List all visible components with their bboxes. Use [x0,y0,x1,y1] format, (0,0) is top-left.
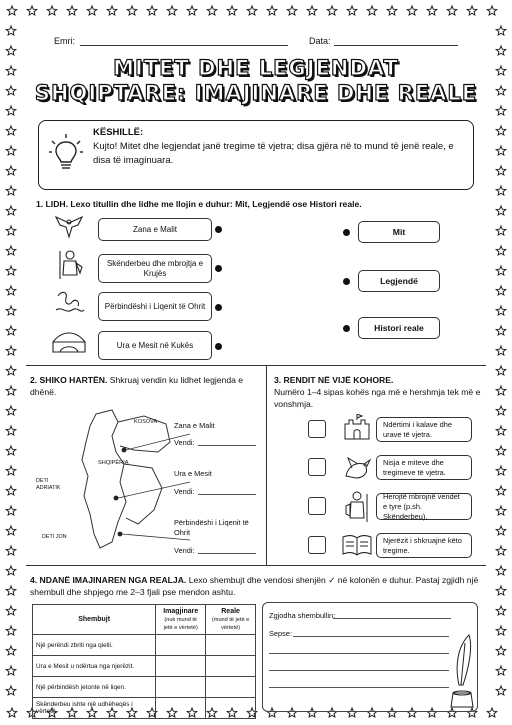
border-star [407,6,417,15]
border-star [6,226,16,235]
border-star [47,6,57,15]
type-legend: Legjendë [358,270,440,292]
border-star [6,146,16,155]
sea-serpent-icon [54,288,86,318]
border-star [496,466,506,475]
name-field[interactable] [80,36,288,46]
map-label-jon: DETI JON [42,534,67,540]
type-myth: Mit [358,221,440,243]
real-cell[interactable] [206,698,256,719]
border-star [496,386,506,395]
border-star [27,6,37,15]
timeline-item-3: Herojtë mbrojnë vendet e tyre (p.sh. Skënderbeu). [376,493,472,520]
border-star [496,106,506,115]
border-star [496,586,506,595]
col-example: Shembujt [33,605,156,635]
border-star [496,266,506,275]
border-star [87,6,97,15]
border-star [427,6,437,15]
border-star [6,486,16,495]
knight-icon [344,490,370,524]
choice-label: Zgjodha shembullin: [269,611,336,620]
border-star [496,146,506,155]
type-real-history: Histori reale [358,317,440,339]
castle-icon [342,414,372,440]
dragon-icon [342,454,372,482]
border-star [496,486,506,495]
border-star [496,606,506,615]
divider-1 [26,365,486,366]
story-dot-1[interactable] [215,226,222,233]
worksheet [26,24,486,715]
border-star [496,246,506,255]
border-star [307,6,317,15]
border-star [6,306,16,315]
col-real: Reale (mund të jetë e vërtetë) [206,605,256,635]
border-star [6,126,16,135]
timeline-item-2: Nisja e miteve dhe tregimeve të vjetra. [376,455,472,480]
bridge-icon [52,332,86,354]
story-dot-4[interactable] [215,343,222,350]
tip-heading: KËSHILLË: [93,127,144,138]
choice-field[interactable] [333,618,451,619]
border-star [496,646,506,655]
border-star [67,6,77,15]
border-star [496,626,506,635]
border-star [6,546,16,555]
map-item-3-place-label: Vendi: [174,546,195,555]
why-label: Sepse: [269,629,293,638]
border-star [187,6,197,15]
order-box-3[interactable] [308,497,326,515]
border-star [6,586,16,595]
border-star [6,426,16,435]
section-2-title: 2. SHIKO HARTËN. Shkruaj vendin ku lidhet legjenda e dhënë. [30,375,244,397]
border-star [6,346,16,355]
border-star [327,6,337,15]
border-star [227,6,237,15]
border-star [6,526,16,535]
border-star [6,326,16,335]
border-star [287,6,297,15]
border-star [7,6,17,15]
border-star [447,6,457,15]
border-star [496,86,506,95]
tip-text: Kujto! Mitet dhe legjendat janë tregime të vjetra; disa gjëra në to mund të jenë reale, e disa të imaginuara. [93,141,454,166]
answer-line-4[interactable] [269,687,449,688]
table-row: Një perëndi zbriti nga qielli. [33,635,256,656]
map-item-2-place-label: Vendi: [174,487,195,496]
border-star [6,446,16,455]
border-star [167,6,177,15]
border-star [6,646,16,655]
border-star [496,346,506,355]
book-icon [342,534,372,556]
lightbulb-icon [49,133,83,175]
story-box-2: Skënderbeu dhe mbrojtja e Krujës [98,254,212,283]
border-star [6,286,16,295]
map-item-1-place-field[interactable] [198,445,256,446]
border-star [496,186,506,195]
answer-line-3[interactable] [269,670,449,671]
border-star [6,26,16,35]
border-star [207,6,217,15]
imaginary-cell[interactable] [156,635,206,656]
tip-box [38,120,474,190]
border-star [496,166,506,175]
section-3-title: 3. RENDIT NË VIJË KOHORE. Numëro 1–4 sipas kohës nga më e hershmja tek më e vonshmja. [274,375,481,409]
order-box-4[interactable] [308,536,326,554]
real-cell[interactable] [206,677,256,698]
border-star [367,6,377,15]
timeline-item-4: Njerëzit i shkruajnë këto tregime. [376,533,472,558]
border-star [496,666,506,675]
story-box-1: Zana e Malit [98,218,212,241]
table-row: Një përbindësh jetonte në liqen. [33,677,256,698]
border-star [496,66,506,75]
date-label: Data: [309,36,331,46]
imaginary-cell[interactable] [156,677,206,698]
map-item-3-place-field[interactable] [198,553,256,554]
map-label-shqiperia: SHQIPËRIA [98,460,129,466]
story-dot-2[interactable] [215,265,222,272]
border-star [487,6,497,15]
name-label: Emri: [54,36,75,46]
border-star [496,406,506,415]
border-star [6,166,16,175]
border-star [6,406,16,415]
answer-line-2[interactable] [269,653,449,654]
border-star [467,6,477,15]
story-box-4: Ura e Mesit në Kukës [98,331,212,360]
story-dot-3[interactable] [215,304,222,311]
border-star [6,86,16,95]
order-box-2[interactable] [308,458,326,476]
border-star [6,246,16,255]
map-label-adriatik: DETI ADRIATIK [36,478,61,491]
border-star [496,526,506,535]
divider-vertical [266,365,267,565]
table-row: Ura e Mesit u ndërtua nga njerëzit. [33,656,256,677]
border-star [107,6,117,15]
border-star [6,606,16,615]
border-star [247,6,257,15]
section-1-title: 1. LIDH. Lexo titullin dhe lidhe me llojin e duhur: Mit, Legjendë ose Histori reale. [36,199,362,209]
border-star [6,686,16,695]
border-star [496,326,506,335]
border-star [6,626,16,635]
map-item-1-label: Zana e Malit [174,421,215,430]
border-star [6,466,16,475]
imaginary-cell[interactable] [156,656,206,677]
border-star [496,286,506,295]
border-star [267,6,277,15]
map-item-3-label: Përbindëshi i Liqenit të Ohrit [174,518,249,537]
border-star [6,506,16,515]
border-star [496,206,506,215]
title-line-2: SHQIPTARE: IMAJINARE DHE REALE [34,81,478,105]
col-imaginary: Imagjinare (nuk mund të jetë e vërtetë) [156,605,206,635]
title-line-1: MITET DHE LEGJENDAT [113,56,399,80]
order-box-1[interactable] [308,420,326,438]
quill-and-inkpot-icon [449,633,477,709]
border-star [6,366,16,375]
border-star [496,426,506,435]
border-star [496,506,506,515]
border-star [496,686,506,695]
border-star [6,266,16,275]
type-dot-1[interactable] [343,229,350,236]
explanation-box [262,602,478,712]
map-item-1-place-label: Vendi: [174,438,195,447]
section-4-title: 4. NDANË IMAJINAREN NGA REALJA. Lexo shembujt dhe vendosi shenjën ✓ në kolonën e duhur. Pastaj zgjidh një shembull dhe shpjego me 2–3 fjali pse mendon ashtu. [30,575,479,597]
divider-2 [26,565,486,566]
border-star [6,666,16,675]
border-star [147,6,157,15]
border-star [7,708,17,717]
classification-table [32,604,256,719]
border-star [496,306,506,315]
border-star [6,46,16,55]
border-star [6,66,16,75]
table-row: Skënderbeu ishte një udhëheqës i vërtetë. [33,698,256,719]
border-star [496,446,506,455]
border-star [496,26,506,35]
border-star [496,46,506,55]
real-cell[interactable] [206,635,256,656]
border-star [6,186,16,195]
page-title [26,56,486,106]
border-star [496,126,506,135]
answer-line-1[interactable] [293,636,449,637]
border-star [496,546,506,555]
eagle-icon [54,215,84,241]
border-star [487,708,497,717]
border-star [6,106,16,115]
imaginary-cell[interactable] [156,698,206,719]
type-dot-2[interactable] [343,278,350,285]
border-star [496,366,506,375]
map-label-kosova: KOSOVA [134,419,158,425]
border-star [6,206,16,215]
type-dot-3[interactable] [343,325,350,332]
border-star [496,226,506,235]
border-star [6,386,16,395]
story-box-3: Përbindëshi i Liqenit të Ohrit [98,292,212,321]
date-field[interactable] [334,36,458,46]
real-cell[interactable] [206,656,256,677]
border-star [127,6,137,15]
border-star [387,6,397,15]
border-star [347,6,357,15]
border-star [496,566,506,575]
map-item-2-place-field[interactable] [198,494,256,495]
warrior-icon [56,249,84,281]
map-item-2-label: Ura e Mesit [174,469,212,478]
border-star [6,566,16,575]
timeline-item-1: Ndërtimi i kalave dhe urave të vjetra. [376,417,472,442]
